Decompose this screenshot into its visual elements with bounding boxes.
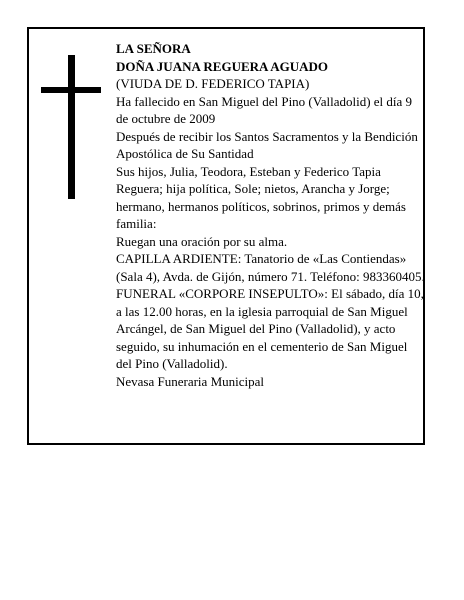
- notice-text: [116, 40, 425, 390]
- death-announcement: Ha fallecido en San Miguel del Pino (Valladolid) el día 9 de octubre de 2009: [116, 93, 413, 126]
- sacraments-line: Después de recibir los Santos Sacramentos y la Bendición Apostólica de Su Santidad: [116, 128, 418, 161]
- cross-icon: [41, 55, 101, 199]
- obituary-notice: [27, 27, 425, 445]
- deceased-name: DOÑA JUANA REGUERA AGUADO: [116, 58, 328, 74]
- funeral-home: Nevasa Funeraria Municipal: [116, 373, 265, 389]
- cross-horizontal-bar: [41, 87, 101, 93]
- funeral-info: FUNERAL «CORPORE INSEPULTO»: El sábado, día 10, a las 12.00 horas, en la iglesia parroquial de San Miguel Arcángel, de San Miguel del Pino (Valladolid), y acto seguido, su inhumación en el cementerio de San Miguel del Pino (Valladolid).: [116, 286, 424, 371]
- family-list: Sus hijos, Julia, Teodora, Esteban y Federico Tapia Reguera; hija política, Sole; nietos, Arancha y Jorge; hermano, hermanos políticos, sobrinos, primos y demás familia:: [116, 163, 406, 231]
- prayer-request: Ruegan una oración por su alma.: [116, 233, 288, 249]
- chapel-info: CAPILLA ARDIENTE: Tanatorio de «Las Contiendas» (Sala 4), Avda. de Gijón, número 71. Teléfono: 983360405.: [116, 251, 425, 284]
- notice-title: LA SEÑORA: [116, 41, 191, 56]
- cross-vertical-bar: [68, 55, 75, 199]
- widow-line: (VIUDA DE D. FEDERICO TAPIA): [116, 76, 310, 91]
